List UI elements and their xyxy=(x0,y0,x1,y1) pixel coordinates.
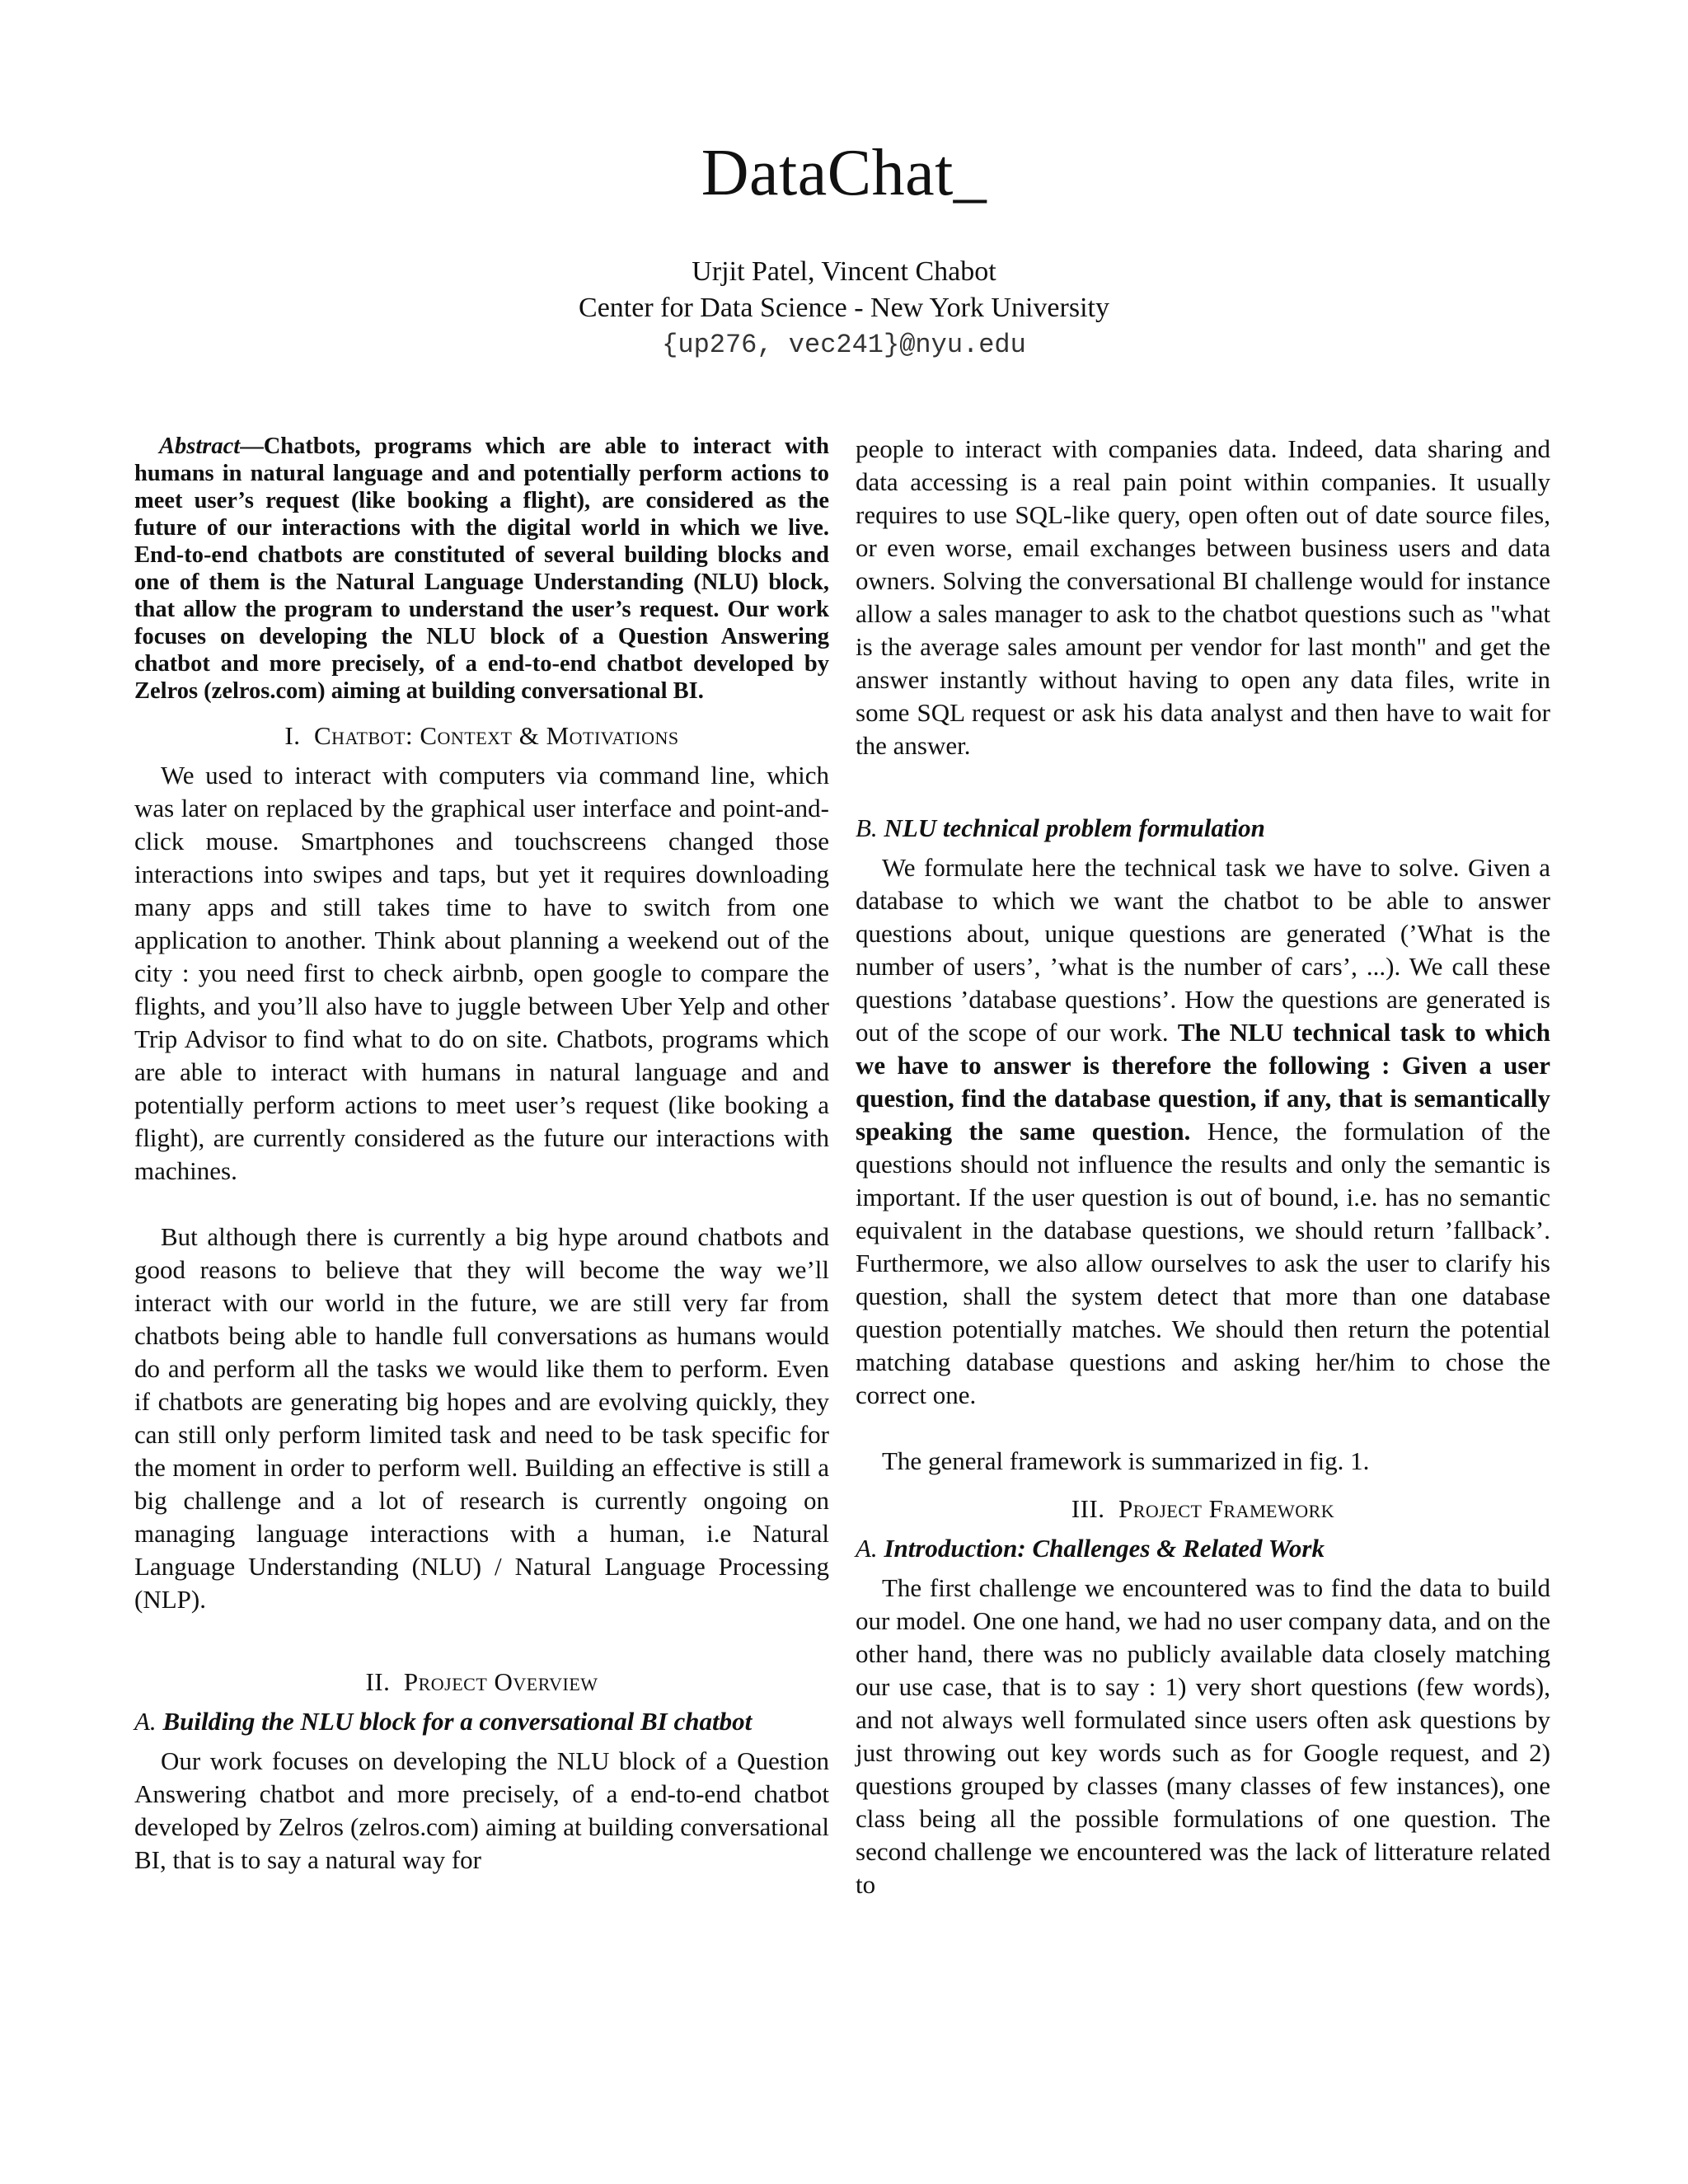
left-column xyxy=(134,433,829,1877)
section-2b-paragraph-1 xyxy=(856,851,1550,1412)
paper-authors: Urjit Patel, Vincent Chabot xyxy=(692,256,996,287)
section-1-paragraph-2: But although there is currently a big hype around chatbots and good reasons to believe that they will become the way we’ll interact with our world in the future, we are still very far from chatbots being able to handle full conversations as humans would do and perform all the tasks we would like them to perform. Even if chatbots are generating big hopes and are evolving quickly, they can still only perform limited task and need to be task specific for the moment in order to perform well. Building an effective is still a big challenge and a lot of research is currently ongoing on managing language interactions with a human, i.e Natural Language Understanding (NLU) / Natural Language Processing (NLP). xyxy=(134,1222,829,1614)
section-3a-paragraph-1: The first challenge we encountered was to find the data to build our model. One one hand, we had no user company data, and on the other hand, there was no publicly available data closely matching our use case, that is to say : 1) very short questions (few words), and not always well formulated since users often ask questions by just throwing out key words such as for Google request, and 2) questions grouped by classes (many classes of few instances), one class being all the possible formulations of one question. The second challenge we encountered was the lack of litterature related to xyxy=(856,1573,1550,1899)
section-2b-letter: B. xyxy=(856,813,878,842)
section-2b-title: NLU technical problem formulation xyxy=(884,813,1265,842)
section-2a-heading xyxy=(134,1705,829,1738)
abstract xyxy=(134,433,829,705)
section-1-paragraph-1: We used to interact with computers via command line, which was later on replaced by the graphical user interface and point-and-click mouse. Smartphones and touchscreens changed those interactions into swipes and taps, but yet it requires downloading many apps and still takes time to have to switch from one application to another. Think about planning a weekend out of the city : you need first to check airbnb, open google to compare the flights, and you’ll also have to juggle between Uber Yelp and other Trip Advisor to find what to do on site. Chatbots, programs which are able to interact with humans in natural language and and potentially perform actions to meet user’s request (like booking a flight), are currently considered as the future our interactions with machines. xyxy=(134,761,829,1185)
section-1-title: Chatbot: Context & Motivations xyxy=(314,721,679,750)
paper-affiliation: Center for Data Science - New York University xyxy=(579,293,1109,323)
section-2a-paragraph-1-continued: people to interact with companies data. Indeed, data sharing and data accessing is a real pain point within companies. It usually requires to use SQL-like query, open often out of date source files, or even worse, email exchanges between business users and data owners. Solving the conversational BI challenge would for instance allow a sales manager to ask to the chatbot questions such as "what is the average sales amount per vendor for last month" and get the answer instantly without having to open any data files, write in some SQL request or ask his data analyst and then have to wait for the answer. xyxy=(856,434,1550,760)
section-2-title: Project Overview xyxy=(403,1667,598,1696)
section-2b-p1-bold: The NLU technical task to which we have to answer is therefore the following : Given a user question, find the database question, if any, that is semantically speaking the same question. xyxy=(856,1018,1551,1146)
section-3-number: III. xyxy=(1071,1494,1105,1523)
section-2b-heading xyxy=(856,812,1550,845)
paper-title: DataChat_ xyxy=(701,137,987,209)
section-2a-paragraph-1: Our work focuses on developing the NLU block of a Question Answering chatbot and more precisely, of a end-to-end chatbot developed by Zelros (zelros.com) aiming at building conversational BI, that is to say a natural way for xyxy=(134,1746,829,1874)
paper-email: {up276, vec241}@nyu.edu xyxy=(662,330,1026,360)
abstract-lead: Abstract xyxy=(159,434,241,459)
section-2b-p1-start: We formulate here the technical task we have to solve. Given a database to which we want the chatbot to be able to answer questions about, unique questions are generated (’What is the number of users’, ’what is the number of cars’, ...). We call these questions ’database questions’. How the questions are generated is out of the scope of our work. xyxy=(856,853,1550,1047)
section-2b-paragraph-2: The general framework is summarized in fig. 1. xyxy=(882,1446,1370,1475)
section-2-heading xyxy=(134,1666,829,1699)
section-3-heading xyxy=(856,1493,1550,1526)
section-3a-heading xyxy=(856,1532,1550,1565)
section-1-number: I. xyxy=(284,721,301,750)
section-2b-p1-end: Hence, the formulation of the questions should not influence the results and only the semantic is important. If the user question is out of bound, i.e. has no semantic equivalent in the database questions, we should return ’fallback’. Furthermore, we also allow ourselves to ask the user to clarify his question, shall the system detect that more than one database question potentially matches. We should then return the potential matching database questions and asking her/him to chose the correct one. xyxy=(856,1117,1551,1409)
section-3-title: Project Framework xyxy=(1118,1494,1335,1523)
section-2a-letter: A. xyxy=(134,1707,157,1736)
section-3a-title: Introduction: Challenges & Related Work xyxy=(884,1534,1325,1563)
right-column xyxy=(856,433,1550,1901)
abstract-dash: — xyxy=(240,434,264,459)
abstract-text: Chatbots, programs which are able to interact with humans in natural language and and potentially perform actions to meet user’s request (like booking a flight), are considered as the future of our interactions with the digital world in which we live. End-to-end chatbots are constituted of several building blocks and one of them is the Natural Language Understanding (NLU) block, that allow the program to understand the user’s request. Our work focuses on developing the NLU block of a Question Answering chatbot and more precisely, of a end-to-end chatbot developed by Zelros (zelros.com) aiming at building conversational BI. xyxy=(134,434,829,704)
section-1-heading xyxy=(134,719,829,752)
section-2-number: II. xyxy=(365,1667,391,1696)
section-2a-title: Building the NLU block for a conversational BI chatbot xyxy=(162,1707,753,1736)
section-3a-letter: A. xyxy=(856,1534,878,1563)
